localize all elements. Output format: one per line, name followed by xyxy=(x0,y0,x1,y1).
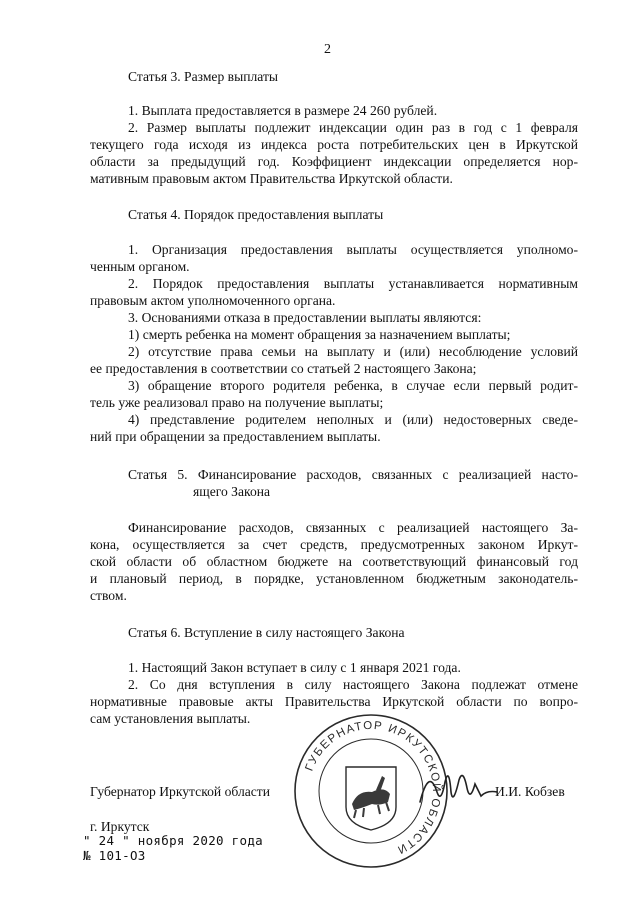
article-3-paragraph-1: 1. Выплата предоставляется в размере 24 260 рублей. xyxy=(128,103,438,118)
article-5-line-3: ской области об областном бюджете на соответствующий финансовый год xyxy=(90,554,578,569)
article-5-heading-line-1: Статья 5. Финансирование расходов, связанных с реализацией насто- xyxy=(128,467,578,482)
page-number: 2 xyxy=(324,42,331,57)
handwritten-signature xyxy=(415,762,505,812)
article-6-line-1: 1. Настоящий Закон вступает в силу с 1 января 2021 года. xyxy=(128,660,461,675)
article-5-line-4: и плановый период, в порядке, установленном бюджетным законодатель- xyxy=(90,571,578,586)
article-6-line-3: нормативные правовые акты Правительства Иркутской области по вопро- xyxy=(90,694,578,709)
article-4-heading: Статья 4. Порядок предоставления выплаты xyxy=(128,207,384,222)
article-3-p2-line-1: 2. Размер выплаты подлежит индексации один раз в год с 1 февраля xyxy=(128,120,578,135)
article-5-line-5: ством. xyxy=(90,588,127,603)
article-4-line-2: ченным органом. xyxy=(90,259,190,274)
signatory-position: Губернатор Иркутской области xyxy=(90,784,271,799)
article-4-line-5: 3. Основаниями отказа в предоставлении выплаты являются: xyxy=(128,310,482,325)
footer-date: " 24 " ноября 2020 года xyxy=(83,833,263,848)
article-4-line-9: 3) обращение второго родителя ребенка, в случае если первый родит- xyxy=(128,378,578,393)
article-4-line-10: тель уже реализовал право на получение выплаты; xyxy=(90,395,384,410)
article-5-heading-line-2: ящего Закона xyxy=(193,484,271,499)
article-4-line-3: 2. Порядок предоставления выплаты устанавливается нормативным xyxy=(128,276,578,291)
article-4-line-4: правовым актом уполномоченного органа. xyxy=(90,293,336,308)
article-5-line-1: Финансирование расходов, связанных с реализацией настоящего За- xyxy=(128,520,578,535)
article-5-line-2: кона, осуществляется за счет средств, предусмотренных законом Иркут- xyxy=(90,537,578,552)
article-6-line-2: 2. Со дня вступления в силу настоящего Закона подлежат отмене xyxy=(128,677,578,692)
signatory-name: И.И. Кобзев xyxy=(495,784,565,799)
article-4-line-6: 1) смерть ребенка на момент обращения за назначением выплаты; xyxy=(128,327,511,342)
article-6-line-4: сам установления выплаты. xyxy=(90,711,251,726)
article-4-line-1: 1. Организация предоставления выплаты осуществляется уполномо- xyxy=(128,242,578,257)
footer-city: г. Иркутск xyxy=(90,819,150,834)
article-6-heading: Статья 6. Вступление в силу настоящего Закона xyxy=(128,625,405,640)
article-4-line-8: ее предоставления в соответствии со статьей 2 настоящего Закона; xyxy=(90,361,477,376)
article-4-line-7: 2) отсутствие права семьи на выплату и (или) несоблюдение условий xyxy=(128,344,578,359)
article-3-p2-line-4: мативным правовым актом Правительства Иркутской области. xyxy=(90,171,453,186)
article-3-heading: Статья 3. Размер выплаты xyxy=(128,69,279,84)
article-4-line-11: 4) представление родителем неполных и (или) недостоверных сведе- xyxy=(128,412,578,427)
svg-text:ГУБЕРНАТОР ИРКУТСКОЙ ОБЛАСТИ: ГУБЕРНАТОР ИРКУТСКОЙ ОБЛАСТИ xyxy=(303,719,443,857)
article-3-p2-line-2: текущего года исходя из индекса роста потребительских цен в Иркутской xyxy=(90,137,578,152)
article-3-p2-line-3: области за предыдущий год. Коэффициент индексации определяется нор- xyxy=(90,154,578,169)
article-4-line-12: ний при обращении за предоставлением выплаты. xyxy=(90,429,381,444)
footer-number: № 101-ОЗ xyxy=(83,848,146,863)
